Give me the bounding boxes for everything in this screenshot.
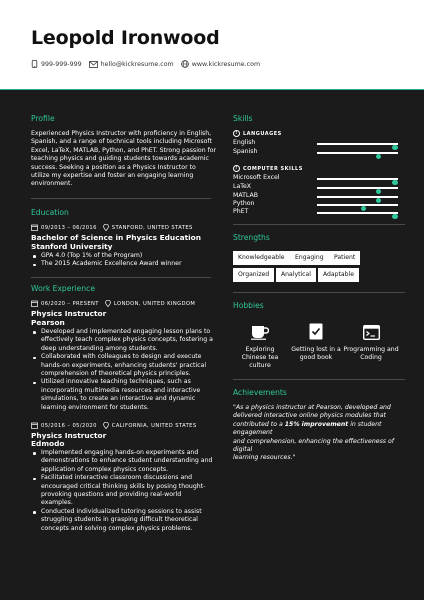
location-pin-icon — [105, 300, 111, 307]
hobby-label-line: Programming and — [343, 346, 399, 353]
list-item: The 2015 Academic Excellence Award winner — [31, 260, 216, 268]
list-item: GPA 4.0 (Top 1% of the Program) — [31, 252, 216, 260]
strength-tag: Knowledgeable — [233, 251, 290, 265]
info-icon: ! — [233, 130, 240, 137]
job-meta — [31, 422, 197, 429]
section-divider — [31, 277, 211, 278]
skill-name: LaTeX — [233, 183, 252, 190]
job-bullets — [31, 328, 221, 412]
job-location: CALIFORNIA, UNITED STATES — [111, 422, 197, 429]
profile-line: Experienced Physics Instructor with proficiency in English, — [31, 130, 212, 137]
hobby-item — [286, 320, 346, 362]
work-heading: Work Experience — [31, 284, 95, 293]
calendar-icon — [31, 422, 38, 429]
hobby-label-line: Chinese tea — [241, 354, 279, 361]
hobby-label-line: culture — [249, 362, 271, 369]
candidate-name: Leopold Ironwood — [31, 27, 220, 49]
hobby-label-line: good book — [299, 354, 333, 361]
skill-name: Spanish — [233, 148, 258, 155]
profile-line: teaching physics and guiding students towards academic — [31, 155, 209, 163]
education-bullets — [31, 252, 216, 269]
website-text: www.kickresume.com — [191, 60, 261, 68]
skill-row — [233, 183, 399, 192]
job-title: Physics Instructor — [31, 309, 107, 318]
list-item: Developed and implemented engaging lesson plans to effectively teach complex physics concepts, fostering a deep understanding among students. — [31, 328, 221, 353]
envelope-icon — [89, 61, 98, 68]
achievement-quote: "As a physics instructor at Pearson, developed and delivered interactive online physics modules that contributed to a 15% improvement in student engagement and comprehension, enhancing the effectiveness of digital learning resources." — [233, 404, 394, 462]
education-location: STANFORD, UNITED STATES — [111, 224, 193, 231]
list-item: Collaborated with colleagues to design and execute hands-on experiments, enhancing students' practical comprehension of theoretical physics principles. — [31, 353, 221, 378]
skill-row — [233, 148, 399, 157]
phone-text: 999-999-999 — [41, 60, 82, 68]
achievement-highlight: 15% improvement — [284, 420, 349, 428]
calendar-icon — [31, 300, 38, 307]
contact-bar — [31, 60, 267, 68]
strength-tag: Adaptable — [318, 268, 359, 282]
skill-name: Python — [233, 200, 255, 207]
calendar-icon — [31, 224, 38, 231]
location-pin-icon — [103, 422, 109, 429]
skills-heading: Skills — [233, 114, 253, 123]
info-icon: ! — [233, 165, 240, 172]
job-date: 05/2016 – 05/2020 — [41, 422, 97, 429]
skill-name: English — [233, 139, 256, 146]
job-company: Edmodo — [31, 439, 65, 448]
profile-line: Excel, LaTeX, MATLAB, Python, and PhET. Strong passion for — [31, 146, 217, 154]
education-meta — [31, 224, 193, 231]
skill-bar — [317, 204, 398, 206]
phone-contact — [31, 60, 82, 68]
achievements-heading: Achievements — [233, 388, 287, 397]
skill-bar — [317, 212, 398, 214]
email-text: hello@kickresume.com — [100, 60, 174, 68]
section-divider — [31, 198, 211, 199]
skill-bar — [317, 196, 398, 198]
strength-tag: Analytical — [276, 268, 316, 282]
job-date: 06/2020 – PRESENT — [41, 300, 99, 307]
skill-row — [233, 208, 399, 217]
section-divider — [233, 224, 405, 225]
hobby-label-line: Coding — [360, 354, 382, 361]
profile-heading: Profile — [31, 114, 55, 123]
job-bullets — [31, 449, 221, 533]
skill-row — [233, 174, 399, 183]
hobby-label-line: Getting lost in a — [291, 346, 341, 353]
terminal-icon — [363, 325, 380, 340]
list-item: Facilitated interactive classroom discussions and encouraged critical thinking skills by posing thought- provoking questions and providing real-world examples. — [31, 474, 221, 508]
list-item: Implemented engaging hands-on experiments and demonstrations to enhance student understanding and application of complex physics concepts. — [31, 449, 221, 474]
hobbies-heading: Hobbies — [233, 301, 264, 310]
computer-skills-heading: ! COMPUTER SKILLS — [233, 165, 303, 172]
education-heading: Education — [31, 208, 69, 217]
profile-line: utilize my expertise and foster an engaging learning — [31, 172, 194, 180]
checked-book-icon — [309, 323, 323, 340]
job-location: LONDON, UNITED KINGDOM — [113, 300, 196, 307]
location-pin-icon — [103, 224, 109, 231]
skill-name: PhET — [233, 208, 249, 215]
skill-row — [233, 139, 399, 148]
education-school: Stanford University — [31, 242, 113, 251]
list-item: Utilized innovative teaching techniques, such as incorporating multimedia resources and interactive simulations, to create an interactive and dynamic learning environment for students. — [31, 378, 221, 412]
job-title: Physics Instructor — [31, 431, 107, 440]
hobby-label-line: Exploring — [245, 346, 275, 353]
strength-tag: Patient — [329, 251, 360, 265]
education-degree: Bachelor of Science in Physics Education — [31, 233, 201, 242]
globe-icon — [181, 60, 189, 68]
profile-line: environment. — [31, 180, 73, 188]
resume-header — [0, 0, 424, 89]
job-company: Pearson — [31, 318, 65, 327]
skill-name: Microsoft Excel — [233, 174, 280, 181]
coffee-cup-icon — [251, 325, 269, 340]
list-item: Conducted individualized tutoring sessions to assist struggling students in grasping difficult theoretical concepts and solving complex physics problems. — [31, 508, 221, 533]
email-contact[interactable] — [89, 61, 174, 68]
hobby-item — [230, 320, 290, 370]
skill-level-dot — [392, 214, 398, 220]
skill-name: MATLAB — [233, 192, 258, 199]
strength-tag: Organized — [233, 268, 274, 282]
skill-bar — [317, 152, 398, 154]
strengths-heading: Strengths — [233, 233, 270, 242]
education-date: 09/2013 – 06/2016 — [41, 224, 97, 231]
strength-tag: Engaging — [290, 251, 329, 265]
section-divider — [233, 292, 405, 293]
phone-icon — [31, 60, 38, 68]
section-divider — [233, 379, 405, 380]
website-contact[interactable] — [181, 60, 260, 68]
job-meta — [31, 300, 195, 307]
skill-bar — [317, 143, 398, 145]
skill-bar — [317, 178, 398, 180]
profile-text — [31, 130, 221, 189]
profile-line: success. Seeking a position as a Physics Instructor to — [31, 163, 196, 171]
hobby-item — [341, 320, 401, 362]
skill-bar — [317, 187, 398, 189]
profile-line: Spanish, and a range of technical tools including Microsoft — [31, 138, 212, 146]
languages-heading: ! LANGUAGES — [233, 130, 282, 137]
